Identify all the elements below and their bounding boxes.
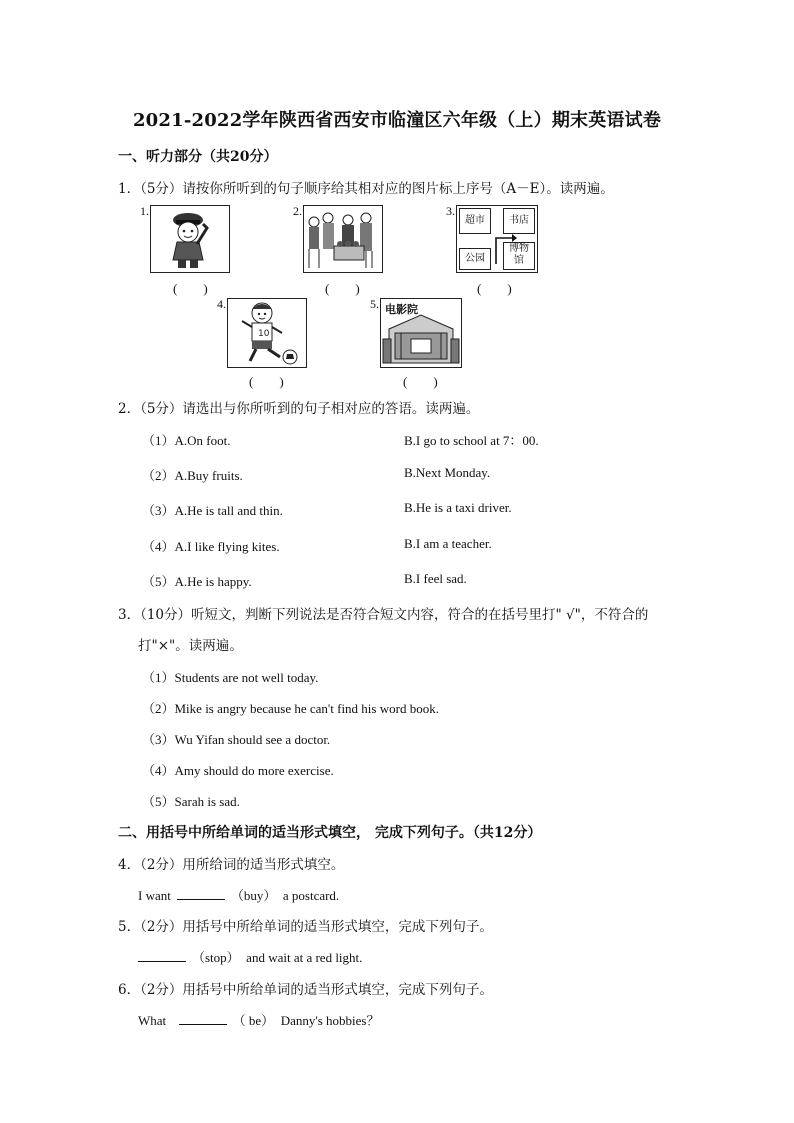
question-3-stem-line-2: 打"×"。读两遍。 [138, 638, 243, 654]
q4-hint: （buy） [230, 888, 277, 903]
picture-5-answer-paren[interactable]: ( ) [403, 374, 438, 389]
q2-item-1-option-b[interactable]: B.I go to school at 7：00. [404, 433, 539, 448]
boy-playing-football-icon [227, 298, 307, 368]
svg-text:10: 10 [258, 329, 270, 339]
q3-statement-3: （3）Wu Yifan should see a doctor. [142, 732, 331, 747]
map-bookstore-label: 书店 [503, 208, 535, 234]
picture-3-answer-paren[interactable]: ( ) [477, 281, 512, 296]
q4-answer-blank[interactable] [177, 887, 225, 900]
q2-item-5-option-b[interactable]: B.I feel sad. [404, 571, 467, 586]
map-museum-label-line2: 馆 [514, 255, 524, 266]
q6-text-after: Danny's hobbies？ [280, 1013, 380, 1028]
question-1-stem: 1．（5分）请按你所听到的句子顺序给其相对应的图片标上序号（A－E）。读两遍。 [118, 181, 614, 197]
q3-statement-2: （2）Mike is angry because he can't find his word book. [142, 701, 439, 716]
question-4-sentence [138, 885, 339, 904]
q2-item-4-option-a[interactable]: （4）A.I like flying kites. [142, 539, 280, 554]
q3-statement-1: （1）Students are not well today. [142, 670, 319, 685]
question-2-stem: 2．（5分）请选出与你所听到的句子相对应的答语。读两遍。 [118, 401, 480, 417]
picture-3-number: 3. [446, 204, 455, 218]
map-supermarket-label: 超市 [459, 208, 491, 234]
section-1-heading: 一、听力部分（共20分） [118, 149, 278, 165]
q2-item-1-option-a[interactable]: （1）A.On foot. [142, 433, 231, 448]
question-6-stem: 6．（2分）用括号中所给单词的适当形式填空，完成下列句子。 [118, 982, 493, 998]
section-2-heading: 二、用括号中所给单词的适当形式填空， 完成下列句子。（共12分） [118, 825, 542, 841]
picture-1-number: 1. [140, 204, 149, 218]
q5-hint: （stop） [192, 950, 240, 965]
picture-2-number: 2. [293, 204, 302, 218]
q6-answer-blank[interactable] [179, 1012, 227, 1025]
picture-4-number: 4. [217, 297, 226, 311]
q2-item-3-option-a[interactable]: （3）A.He is tall and thin. [142, 503, 283, 518]
map-route-arrow-icon [457, 206, 537, 272]
q6-text-before: What [138, 1013, 167, 1028]
cinema-label: 电影院 [385, 303, 418, 316]
map-icon [456, 205, 538, 273]
q2-item-2-option-a[interactable]: （2）A.Buy fruits. [142, 468, 243, 483]
picture-2-answer-paren[interactable]: ( ) [325, 281, 360, 296]
q5-text-after: and wait at a red light. [246, 950, 363, 965]
q3-statement-4: （4）Amy should do more exercise. [142, 763, 334, 778]
map-park-label: 公园 [459, 248, 491, 270]
q4-text-before: I want [138, 888, 171, 903]
market-scene-icon [303, 205, 383, 273]
map-museum-label-line1: 博物 [509, 243, 529, 254]
q2-item-2-option-b[interactable]: B.Next Monday. [404, 465, 491, 480]
q4-text-after: a postcard. [282, 888, 340, 903]
question-5-sentence [132, 947, 362, 966]
question-3-stem-line-1: 3．（10分）听短文，判断下列说法是否符合短文内容，符合的在括号里打" √"，不符合的 [118, 607, 649, 623]
cinema-icon [380, 298, 462, 368]
q2-item-5-option-a[interactable]: （5）A.He is happy. [142, 574, 252, 589]
page-title: 2021-2022学年陕西省西安市临潼区六年级（上）期末英语试卷 [132, 110, 662, 131]
picture-4-answer-paren[interactable]: ( ) [249, 374, 284, 389]
question-6-sentence [138, 1010, 379, 1029]
police-officer-icon [150, 205, 230, 273]
q6-hint: （ be） [232, 1013, 275, 1028]
question-4-stem: 4．（2分）用所给词的适当形式填空。 [118, 857, 345, 873]
q5-answer-blank[interactable] [138, 949, 186, 962]
q3-statement-5: （5）Sarah is sad. [142, 794, 240, 809]
q2-item-3-option-b[interactable]: B.He is a taxi driver. [404, 500, 512, 515]
q2-item-4-option-b[interactable]: B.I am a teacher. [404, 536, 492, 551]
picture-1-answer-paren[interactable]: ( ) [173, 281, 208, 296]
picture-5-number: 5. [370, 297, 379, 311]
question-5-stem: 5．（2分）用括号中所给单词的适当形式填空，完成下列句子。 [118, 919, 493, 935]
